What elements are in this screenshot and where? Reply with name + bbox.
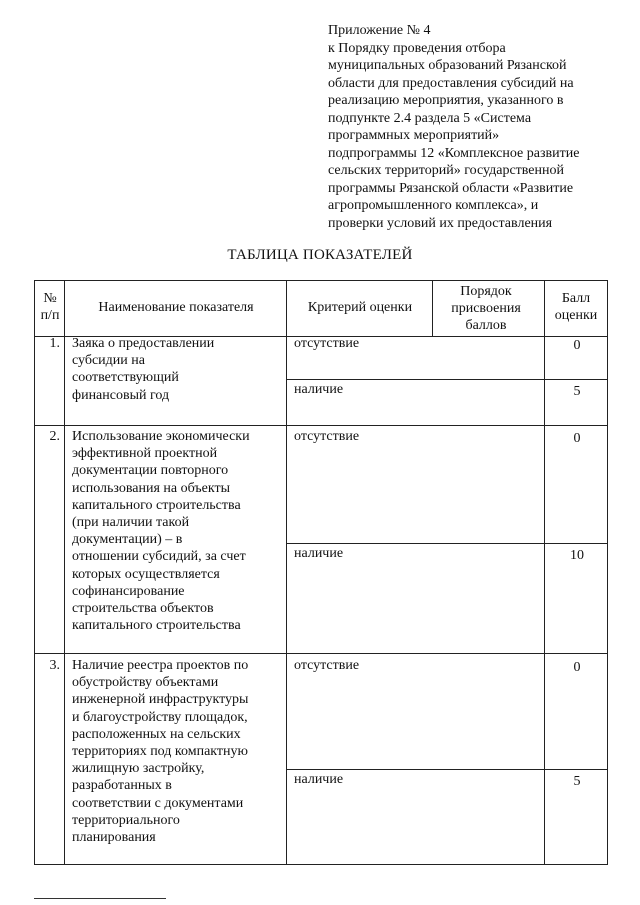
indicator-line: обустройству объектами — [72, 675, 219, 691]
footnote-divider — [34, 898, 166, 899]
header-score: Балл оценки — [554, 291, 598, 324]
indicator-line: финансовый год — [72, 387, 170, 403]
score-value: 5 — [573, 774, 581, 789]
header-order: Порядок присвоения баллов — [451, 284, 521, 334]
indicator-line: капитального строительства — [72, 497, 241, 513]
indicator-line: Заяка о предоставлении — [72, 336, 215, 351]
score-value: 0 — [573, 431, 581, 446]
criterion-label: отсутствие — [294, 429, 360, 444]
indicator-line: строительства объектов — [72, 601, 214, 617]
appendix-line: агропромышленного комплекса», и — [328, 198, 539, 213]
criterion-label: наличие — [294, 772, 344, 787]
indicator-line: отношении субсидий, за счет — [72, 549, 246, 565]
indicator-line: и благоустройству площадок, — [72, 709, 248, 725]
appendix-line: муниципальных образований Рязанской — [328, 58, 567, 73]
appendix-line: программы Рязанской области «Развитие — [328, 180, 574, 196]
indicator-line: планирования — [72, 830, 156, 846]
score-value: 0 — [573, 338, 581, 353]
indicator-line: использования на объекты — [72, 480, 230, 496]
appendix-line: области для предоставления субсидий на — [328, 75, 574, 91]
appendix-line: программных мероприятий» — [328, 128, 500, 143]
indicator-line: которых осуществляется — [72, 566, 220, 582]
appendix-line: подпрограммы 12 «Комплексное развитие — [328, 145, 580, 161]
score-value: 5 — [573, 384, 581, 399]
appendix-line: проверки условий их предоставления — [328, 215, 553, 231]
indicator-line: капитального строительства — [72, 618, 241, 634]
indicator-line: расположенных на сельских — [72, 726, 241, 742]
header-num: № п/п — [40, 291, 60, 324]
criterion-label: отсутствие — [294, 658, 360, 673]
indicators-table — [34, 280, 608, 865]
appendix-header — [328, 22, 628, 232]
indicator-line: соответствии с документами — [72, 795, 244, 811]
score-value: 10 — [570, 548, 584, 563]
indicator-line: Использование экономически — [72, 429, 250, 444]
appendix-line: Приложение № 4 — [328, 23, 431, 38]
row-num: 2. — [49, 429, 60, 444]
indicator-line: субсидии на — [72, 353, 145, 369]
criterion-label: наличие — [294, 382, 344, 397]
appendix-line: реализацию мероприятия, указанного в — [328, 93, 564, 108]
appendix-line: к Порядку проведения отбора — [328, 40, 506, 56]
score-value: 0 — [573, 660, 581, 675]
indicator-line: документации) – в — [72, 532, 183, 548]
indicator-line: Наличие реестра проектов по — [72, 658, 249, 673]
row-num: 1. — [49, 336, 60, 351]
indicator-name — [72, 335, 214, 404]
indicator-name — [72, 657, 248, 846]
page-title: ТАБЛИЦА ПОКАЗАТЕЛЕЙ — [227, 247, 413, 263]
indicator-line: соответствующий — [72, 370, 179, 386]
indicator-line: софинансирование — [72, 583, 185, 599]
header-criterion: Критерий оценки — [307, 300, 413, 315]
indicator-line: территориального — [72, 812, 180, 828]
indicator-line: территориях под компактную — [72, 744, 248, 760]
header-name: Наименование показателя — [98, 300, 254, 315]
indicator-line: инженерной инфраструктуры — [72, 692, 249, 708]
indicator-line: эффективной проектной — [72, 446, 218, 462]
appendix-line: сельских территорий» государственной — [328, 163, 564, 178]
indicator-line: (при наличии такой — [72, 515, 190, 531]
row-num: 3. — [49, 658, 60, 673]
criterion-label: наличие — [294, 546, 344, 561]
criterion-label: отсутствие — [294, 336, 360, 351]
indicator-name — [72, 428, 250, 634]
indicator-line: разработанных в — [72, 778, 172, 794]
appendix-line: подпункте 2.4 раздела 5 «Система — [328, 110, 532, 126]
indicator-line: жилищную застройку, — [72, 761, 205, 777]
indicator-line: документации повторного — [72, 463, 229, 479]
